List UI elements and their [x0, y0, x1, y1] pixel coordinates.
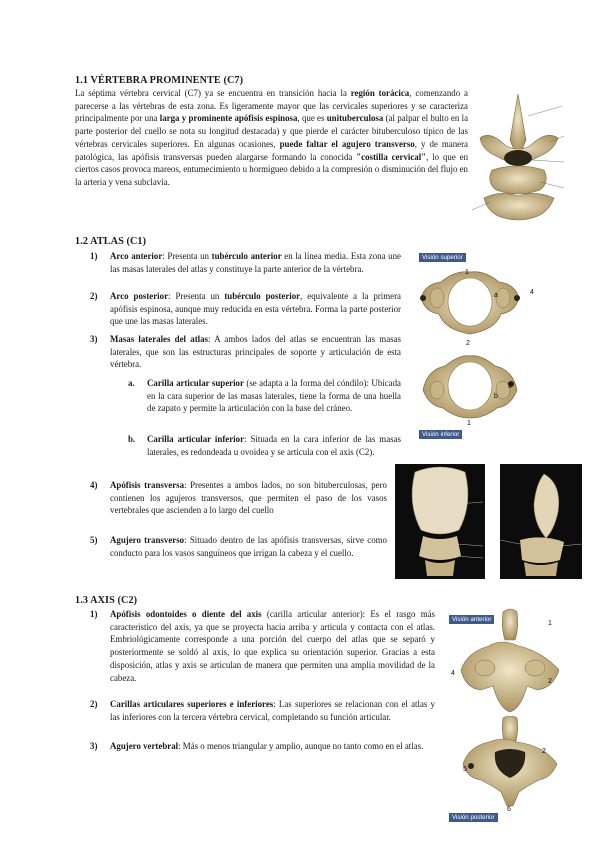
figure-label: 4 [530, 289, 534, 296]
bold-term: Masas laterales del atlas [110, 334, 209, 344]
figure-label: 5 [463, 766, 467, 773]
item-number: 2) [90, 291, 98, 301]
view-tag-anterior: Visión anterior [448, 614, 495, 625]
bold-term: Apófisis transversa [110, 480, 185, 490]
axis-item-foramen: Agujero vertebral: Más o menos triangular y amplio, aunque no tanto como en el atlas. [110, 741, 424, 751]
item-number: 4) [90, 480, 98, 490]
bold-term: Carillas articulares superiores e inferiores [110, 699, 274, 709]
figure-label: 4 [451, 670, 455, 677]
bold-term: Agujero vertebral [110, 741, 179, 751]
atlas-skull-photo [395, 464, 485, 579]
item-number: 3) [90, 334, 98, 344]
view-tag-inferior: Visión inferior [418, 429, 463, 440]
figure-label: 5 [508, 383, 512, 390]
item-number: 3) [90, 741, 98, 751]
c7-vertebra-image [470, 90, 566, 230]
atlas-item-posterior-arch: Arco posterior: Presenta un tubérculo posterior, equivalente a la primera apófisis espinosa, aunque muy reducida en esta vértebra. Forma la parte posterior que une las masas laterales. [110, 291, 401, 327]
atlas-item-anterior-arch: Arco anterior: Presenta un tubérculo anterior en la línea media. Esta zona une las masas laterales del atlas y constituye la parte anterior de la vértebra. [110, 251, 401, 274]
bold-term: Agujero transverso [110, 535, 185, 545]
figure-label: 2 [542, 748, 546, 755]
bold-term: región torácica [350, 88, 410, 98]
c7-paragraph: La séptima vértebra cervical (C7) ya se encuentra en transición hacia la región torácica, comenzando a parecerse a las vértebras de esta zona. Es ligeramente mayor que las cervicales superiores y se caracteriza principalmente por una larga y prominente apófisis espinosa, que es unituberculosa (al palpar el bulto en la parte posterior del cuello se nota su longitud destacada) y que pierde el carácter bituberculoso típico de las vértebras cervicales superiores. En algunas ocasiones, puede faltar el agujero transverso, y de manera patológica, las apófisis transversas pueden alargarse formando la conocida "costilla cervical", lo que en ciertos casos provoca mareos, entumecimiento u hormigueo debido a la compresión o disminución del flujo en la arteria y vena subclavia. [75, 88, 469, 187]
atlas-item-transverse-foramen: Agujero transverso: Situado dentro de las apófisis transversas, sirve como conducto para los vasos sanguíneos que irrigan la cabeza y el cuello. [110, 535, 387, 558]
bold-term: tubérculo anterior [211, 251, 282, 261]
bold-term: unituberculosa [326, 113, 384, 124]
atlas-superior-view-image [415, 262, 525, 342]
axis-posterior-view-image [455, 716, 565, 810]
item-number: 5) [90, 535, 98, 545]
figure-label: 1 [548, 620, 552, 627]
bold-term: Arco anterior [110, 251, 163, 261]
bold-term: larga y prominente apófisis espinosa [159, 113, 298, 124]
figure-label: 6 [507, 806, 511, 813]
figure-label: 1 [465, 269, 469, 276]
item-number: 1) [90, 609, 98, 619]
atlas-item-lateral-masses: Masas laterales del atlas: A ambos lados del atlas se encuentran las masas laterales, que son las estructuras principales de soporte y articulación de esta vértebra. [110, 334, 401, 370]
atlas-item-superior-facet: Carilla articular superior (se adapta a la forma del cóndilo): Ubicada en la cara superior de las masas laterales, tiene la forma de una huella de zapato y permite la articulación con la base del cráneo. [147, 378, 401, 414]
item-letter: a. [128, 378, 135, 388]
view-tag-posterior: Visión posterior [448, 812, 499, 823]
figure-label: 1 [467, 420, 471, 427]
figure-label: 2 [548, 678, 552, 685]
bold-term: Apófisis odontoides o diente del axis [110, 609, 262, 619]
bold-term: puede faltar el agujero transverso [279, 138, 415, 149]
view-tag-superior: Visión superior [418, 252, 467, 263]
item-number: 2) [90, 699, 98, 709]
figure-label: a [494, 292, 498, 299]
figure-label: b [494, 393, 498, 400]
bold-term: Carilla articular superior [147, 378, 244, 388]
axis-item-facets: Carillas articulares superiores e inferiores: Las superiores se relacionan con el atlas y las inferiores con la tercera vértebra cervical, completando su función articular. [110, 699, 435, 722]
section-heading-atlas: 1.2 ATLAS (C1) [75, 236, 147, 247]
section-heading-c7: 1.1 VÉRTEBRA PROMINENTE (C7) [75, 75, 244, 86]
bold-term: "costilla cervical" [356, 151, 427, 162]
atlas-item-inferior-facet: Carilla articular inferior: Situada en la cara inferior de las masas laterales, es redondeada u ovoidea y se articula con el axis (C2). [147, 434, 401, 457]
axis-item-dens: Apófisis odontoides o diente del axis (carilla articular anterior): Es el rasgo más característico del axis, ya que se proyecta hacia arriba y articula y contacta con el atlas. Embriológicamente corresponde a una porción del cuerpo del atlas que se separó y posteriormente se soldó al axis, lo que explica su orientación superior. Gracias a esta disposición, atlas y axis se articulan de manera que permiten una amplia movilidad de la cabeza. [110, 609, 435, 683]
atlas-lateral-photo [500, 464, 582, 579]
item-letter: b. [128, 434, 136, 444]
bold-term: tubérculo posterior [224, 291, 301, 301]
section-heading-axis: 1.3 AXIS (C2) [75, 595, 138, 606]
bold-term: Arco posterior [110, 291, 169, 301]
atlas-item-transverse-process: Apófisis transversa: Presentes a ambos lados, no son bituberculosas, pero contienen los agujeros transversos, que permiten el paso de los vasos vertebrales que ascienden a lo largo del cuello [110, 480, 387, 516]
bold-term: Carilla articular inferior [147, 434, 245, 444]
figure-label: 2 [466, 340, 470, 347]
item-number: 1) [90, 251, 98, 261]
